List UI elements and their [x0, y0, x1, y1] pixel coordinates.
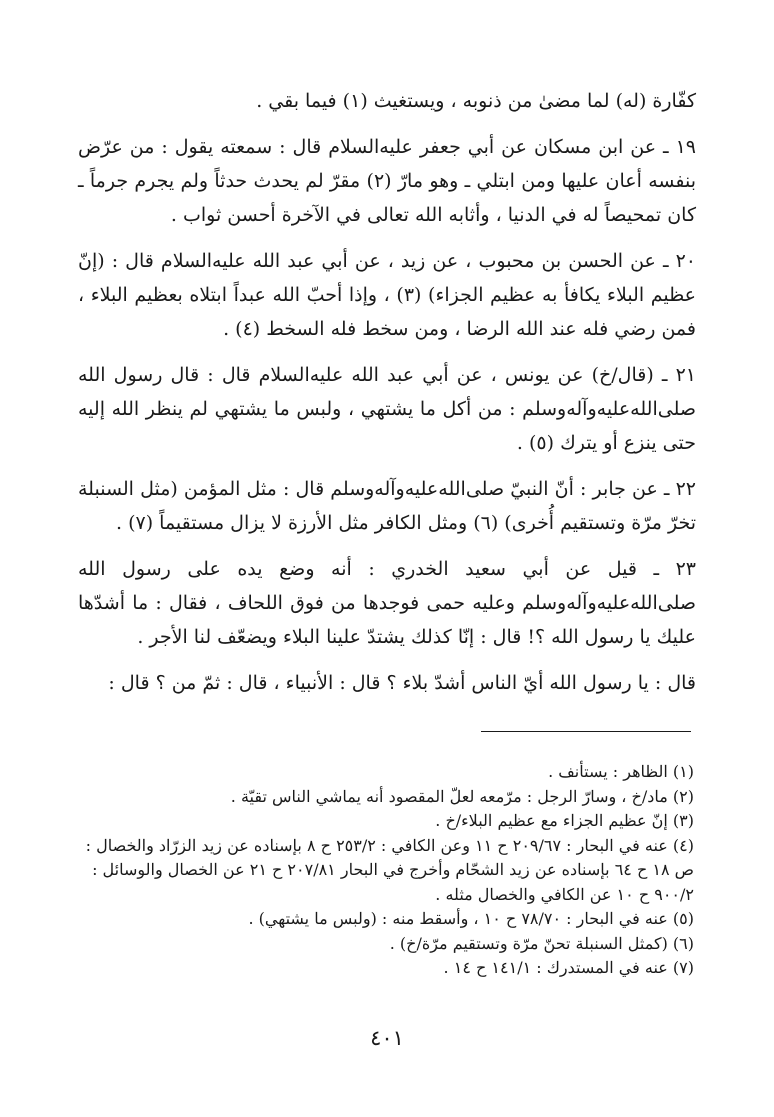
hadith-22: ٢٢ ـ عن جابر : أنّ النبيّ صلى‌الله‌عليه‌وآله‌وسلم قال : مثل المؤمن (مثل السنبلة تخرّ مرّة وتستقيم أُخرى) (٦) ومثل الكافر مثل الأرزة لا يزال مستقيماً (٧) . [78, 478, 696, 534]
hadith-19: ١٩ ـ عن ابن مسكان عن أبي جعفر عليه‌السلام قال : سمعته يقول : من عرّض بنفسه أعان عليها ومن ابتلي ـ وهو مارّ (٢) مقرّ لم يحدث حدثاً ولم يجرم جرماً ـ كان تمحيصاً له في الدنيا ، وأثابه الله تعالى في الآخرة أحسن ثواب . [78, 136, 696, 226]
footnote-2: (٢) ماد/خ ، وسارّ الرجل : مرّمعه لعلّ المقصود أنه يماشي الناس تقيّة . [230, 786, 694, 806]
hadith-23: ٢٣ ـ قيل عن أبي سعيد الخدري : أنه وضع يده على رسول الله صلى‌الله‌عليه‌وآله‌وسلم وعليه حمى فوجدها من فوق اللحاف ، فقال : ما أشدّها عليك يا رسول الله ؟! قال : إنّا كذلك يشتدّ علينا البلاء ويضعّف لنا الأجر . [78, 558, 696, 648]
footnote-3: (٣) إنّ عظيم الجزاء مع عظيم البلاء/خ . [435, 811, 694, 830]
footnote-divider [481, 731, 691, 732]
hadith-20: ٢٠ ـ عن الحسن بن محبوب ، عن زيد ، عن أبي عبد الله عليه‌السلام قال : (إنّ عظيم البلاء يكافأ به عظيم الجزاء) (٣) ، وإذا أحبّ الله عبداً ابتلاه بعظيم البلاء ، فمن رضي فله عند الله الرضا ، ومن سخط فله السخط (٤) . [78, 250, 697, 340]
footnote-4: (٤) عنه في البحار : ٢٠٩/٦٧ ح ١١ وعن الكافي : ٢٥٣/٢ ح ٨ بإسناده عن زيد الزرّاد والخصال : ص ١٨ ح ٦٤ بإسناده عن زيد الشحّام وأخرج في البحار ٢٠٧/٨١ ح ٢١ عن الخصال والوسائل : ٩٠٠/٢ ح ١٠ عن الكافي والخصال مثله . [85, 835, 694, 904]
hadith-21: ٢١ ـ (قال/خ) عن يونس ، عن أبي عبد الله عليه‌السلام قال : قال رسول الله صلى‌الله‌عليه‌وآله‌وسلم : من أكل ما يشتهي ، ولبس ما يشتهي لم ينظر الله إليه حتى ينزع أو يترك (٥) . [78, 364, 696, 454]
footnotes [76, 760, 694, 981]
paragraph-continuation: قال : يا رسول الله أيّ الناس أشدّ بلاء ؟ قال : الأنبياء ، قال : ثمّ من ؟ قال : [108, 672, 696, 694]
main-text [78, 84, 696, 712]
page-number: ٤٠١ [370, 1026, 404, 1050]
footnote-7: (٧) عنه في المستدرك : ١٤١/١ ح ١٤ . [443, 958, 694, 977]
paragraph-intro: كفّارة (له) لما مضىٰ من ذنوبه ، ويستغيث (١) فيما بقي . [256, 90, 696, 112]
footnote-6: (٦) (كمثل السنبلة تحنّ مرّة وتستقيم مرّة/خ) . [389, 933, 694, 953]
footnote-1: (١) الظاهر : يستأنف . [548, 762, 694, 781]
footnote-5: (٥) عنه في البحار : ٧٨/٧٠ ح ١٠ ، وأسقط منه : (ولبس ما يشتهي) . [248, 909, 694, 928]
